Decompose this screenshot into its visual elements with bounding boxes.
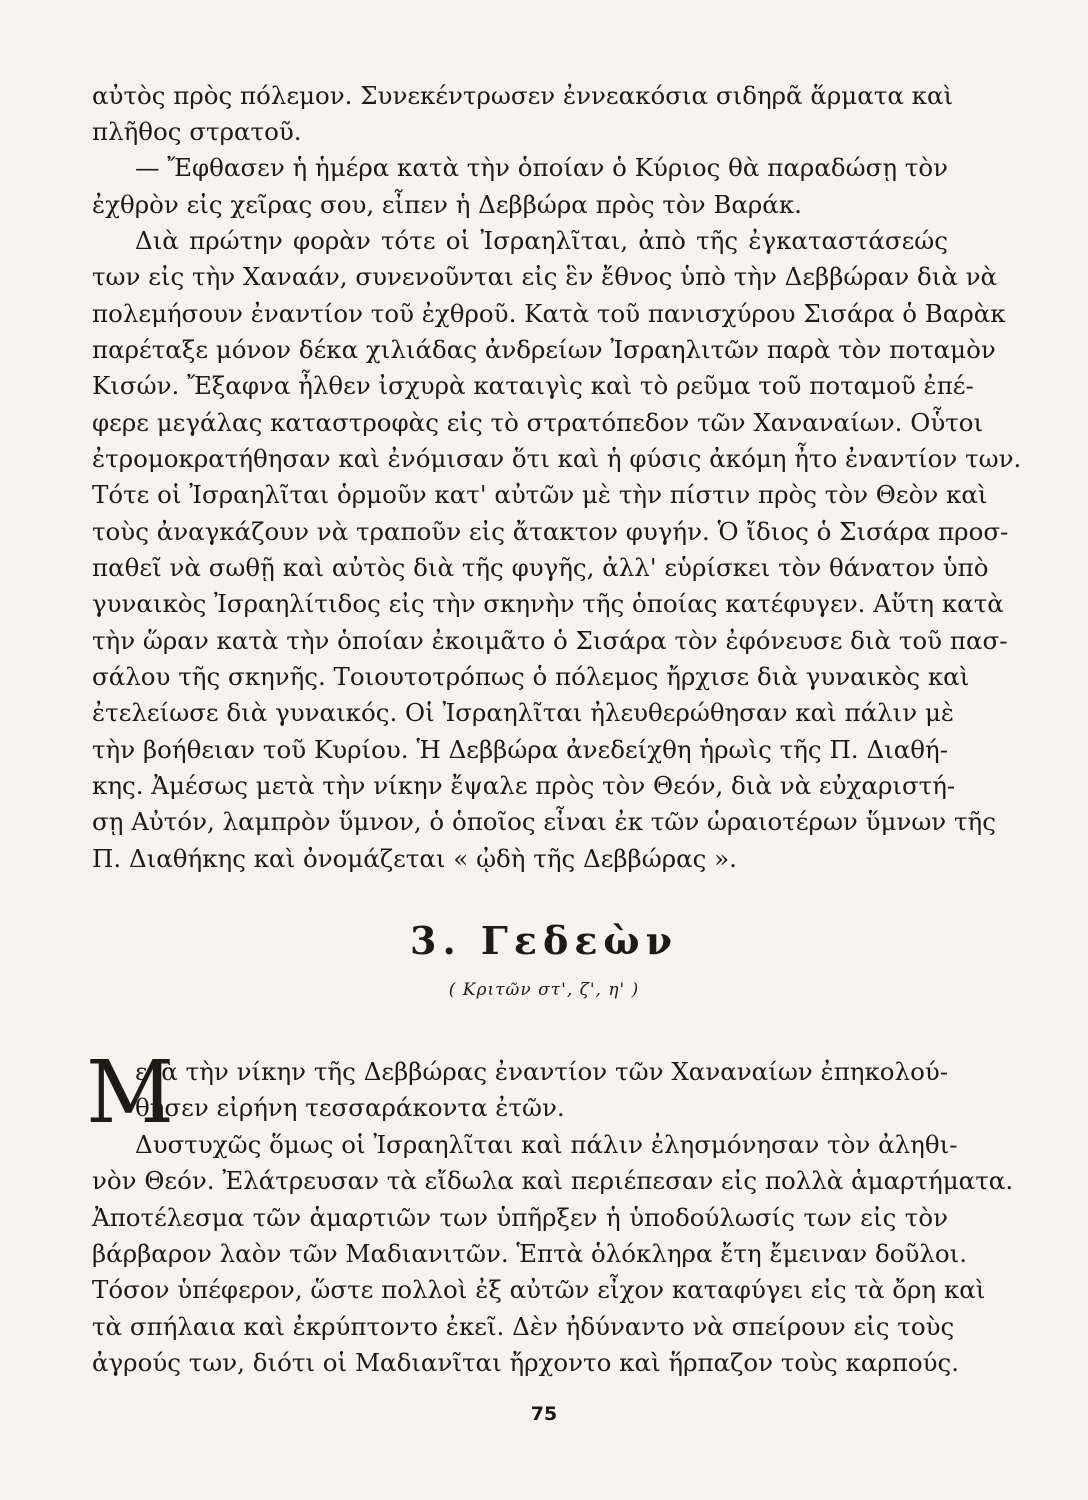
text-line: τοὺς ἀναγκάζουν νὰ τραποῦν εἰς ἄτακτον φυγήν. Ὁ ἴδιος ὁ Σισάρα προσ-: [92, 517, 1009, 546]
text-line: σάλου τῆς σκηνῆς. Τοιουτοτρόπως ὁ πόλεμος ἤρχισε διὰ γυναικὸς καὶ: [92, 662, 970, 691]
text-line: παθεῖ νὰ σωθῇ καὶ αὐτὸς διὰ τῆς φυγῆς, ἀλλ' εὑρίσκει τὸν θάνατον ὑπὸ: [92, 553, 989, 582]
text-line: πολεμήσουν ἐναντίον τοῦ ἐχθροῦ. Κατὰ τοῦ πανισχύρου Σισάρα ὁ Βαρὰκ: [92, 299, 1006, 328]
text-line: των εἰς τὴν Χαναάν, συνενοῦνται εἰς ἓν ἔθνος ὑπὸ τὴν Δεββώραν διὰ νὰ: [92, 262, 998, 291]
scripture-reference: ( Κριτῶν στ', ζ', η' ): [448, 980, 640, 1000]
text-line: θησεν εἰρήνη τεσσαράκοντα ἐτῶν.: [135, 1093, 565, 1122]
text-line: τὴν βοήθειαν τοῦ Κυρίου. Ἡ Δεββώρα ἀνεδείχθη ἡρωὶς τῆς Π. Διαθή-: [92, 735, 948, 764]
text-line: ἐτελείωσε διὰ γυναικός. Οἱ Ἰσραηλῖται ἠλευθερώθησαν καὶ πάλιν μὲ: [92, 698, 955, 727]
text-line: γυναικὸς Ἰσραηλίτιδος εἰς τὴν σκηνὴν τῆς ὁποίας κατέφυγεν. Αὕτη κατὰ: [92, 589, 1004, 618]
text-line: βάρβαρον λαὸν τῶν Μαδιανιτῶν. Ἑπτὰ ὁλόκληρα ἔτη ἔμειναν δοῦλοι.: [92, 1239, 968, 1268]
page-number: 75: [530, 1403, 558, 1425]
text-line: σῃ Αὐτόν, λαμπρὸν ὕμνον, ὁ ὁποῖος εἶναι ἐκ τῶν ὡραιοτέρων ὕμνων τῆς: [92, 807, 996, 836]
text-line: Ἀποτέλεσμα τῶν ἁμαρτιῶν των ὑπῆρξεν ἡ ὑποδούλωσίς των εἰς τὸν: [92, 1203, 948, 1232]
text-line: φερε μεγάλας καταστροφὰς εἰς τὸ στρατόπεδον τῶν Χαναναίων. Οὗτοι: [92, 408, 984, 437]
text-line: Δυστυχῶς ὅμως οἱ Ἰσραηλῖται καὶ πάλιν ἐλησμόνησαν τὸν ἀληθι-: [135, 1130, 958, 1159]
text-line: Τόσον ὑπέφερον, ὥστε πολλοὶ ἐξ αὐτῶν εἶχον καταφύγει εἰς τὰ ὄρη καὶ: [92, 1275, 986, 1304]
text-line: ετὰ τὴν νίκην τῆς Δεββώρας ἐναντίον τῶν Χαναναίων ἐπηκολού-: [135, 1057, 948, 1086]
text-line: Τότε οἱ Ἰσραηλῖται ὁρμοῦν κατ' αὐτῶν μὲ τὴν πίστιν πρὸς τὸν Θεὸν καὶ: [92, 480, 988, 509]
text-line: Π. Διαθήκης καὶ ὀνομάζεται « ᾠδὴ τῆς Δεββώρας ».: [92, 844, 737, 873]
text-line: πλῆθος στρατοῦ.: [92, 117, 302, 146]
text-line: νὸν Θεόν. Ἐλάτρευσαν τὰ εἴδωλα καὶ περιέπεσαν εἰς πολλὰ ἁμαρτήματα.: [92, 1166, 1014, 1195]
text-line: αὐτὸς πρὸς πόλεμον. Συνεκέντρωσεν ἐννεακόσια σιδηρᾶ ἅρματα καὶ: [92, 81, 954, 110]
text-line: τὰ σπήλαια καὶ ἐκρύπτοντο ἐκεῖ. Δὲν ἠδύναντο νὰ σπείρουν εἰς τοὺς: [92, 1312, 955, 1341]
text-line: ἀγρούς των, διότι οἱ Μαδιανῖται ἤρχοντο καὶ ἥρπαζον τοὺς καρπούς.: [92, 1348, 960, 1377]
text-line: Διὰ πρώτην φορὰν τότε οἱ Ἰσραηλῖται, ἀπὸ τῆς ἐγκαταστάσεώς: [135, 226, 948, 255]
text-line: κης. Ἀμέσως μετὰ τὴν νίκην ἔψαλε πρὸς τὸν Θεόν, διὰ νὰ εὐχαριστή-: [92, 771, 956, 800]
text-line: παρέταξε μόνον δέκα χιλιάδας ἀνδρείων Ἰσραηλιτῶν παρὰ τὸν ποταμὸν: [92, 335, 996, 364]
drop-cap-initial: Μ: [86, 1043, 175, 1143]
chapter-title: 3. Γεδεὼν: [410, 918, 678, 963]
text-line: ἐτρομοκρατήθησαν καὶ ἐνόμισαν ὅτι καὶ ἡ φύσις ἀκόμη ἦτο ἐναντίον των.: [92, 444, 1022, 473]
text-line: ἐχθρὸν εἰς χεῖρας σου, εἶπεν ἡ Δεββώρα πρὸς τὸν Βαράκ.: [92, 190, 802, 219]
text-line: τὴν ὥραν κατὰ τὴν ὁποίαν ἐκοιμᾶτο ὁ Σισάρα τὸν ἐφόνευσε διὰ τοῦ πασ-: [92, 626, 1008, 655]
text-line: Κισών. Ἔξαφνα ἦλθεν ἰσχυρὰ καταιγὶς καὶ τὸ ρεῦμα τοῦ ποταμοῦ ἐπέ-: [92, 371, 974, 400]
dialogue-line: — Ἔφθασεν ἡ ἡμέρα κατὰ τὴν ὁποίαν ὁ Κύριος θὰ παραδώσῃ τὸν: [135, 153, 948, 182]
